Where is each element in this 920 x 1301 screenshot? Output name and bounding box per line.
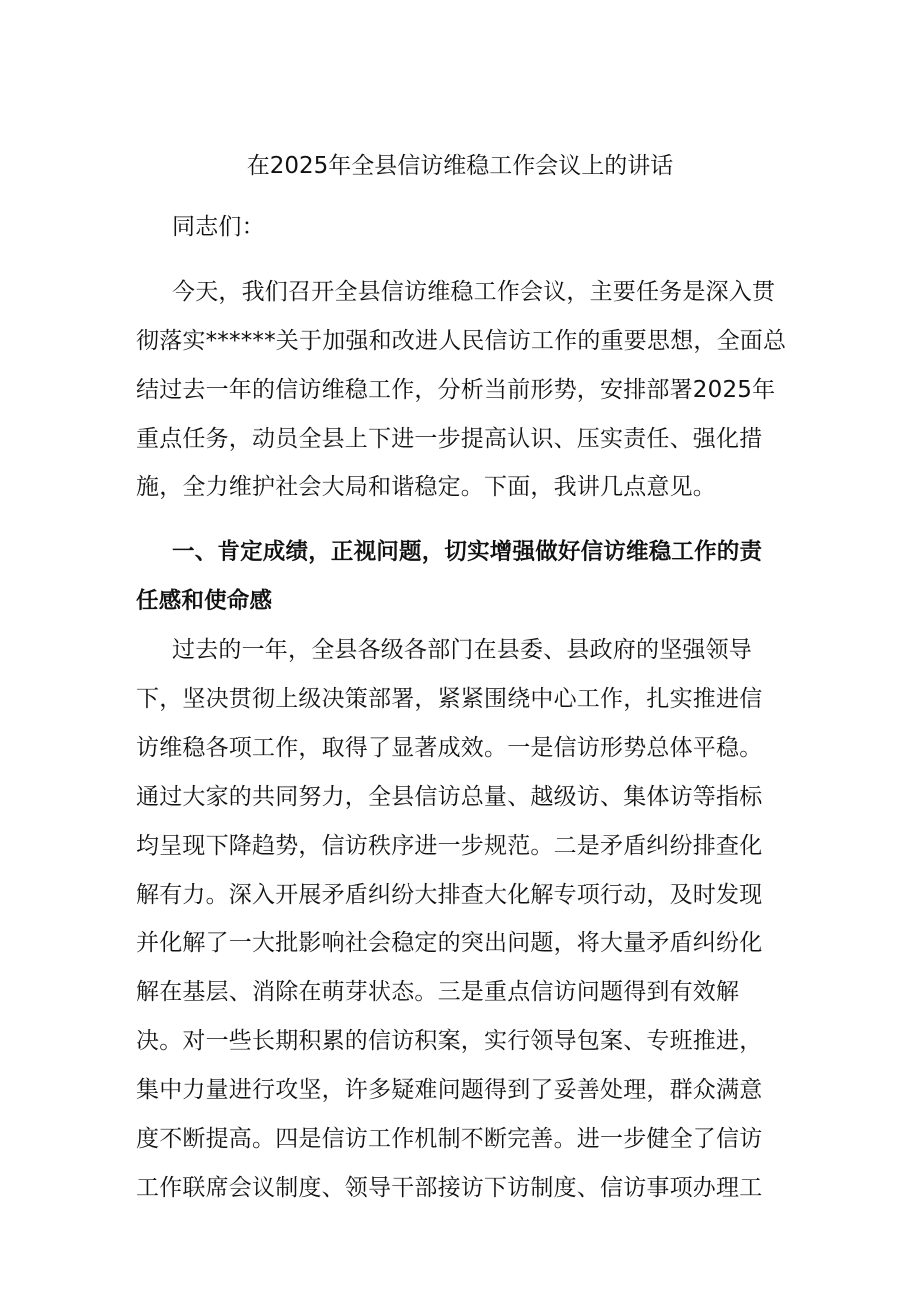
paragraph-line: 施，全力维护社会大局和谐稳定。下面，我讲几点意见。 (136, 474, 716, 501)
paragraph-line: 集中力量进行攻坚，许多疑难问题得到了妥善处理，群众满意 (136, 1077, 763, 1104)
paragraph-line: 访维稳各项工作，取得了显著成效。一是信访形势总体平稳。 (136, 734, 763, 761)
salutation: 同志们： (172, 214, 265, 240)
paragraph-line: 并化解了一大批影响社会稳定的突出问题，将大量矛盾纠纷化 (136, 930, 763, 957)
paragraph-line: 彻落实******关于加强和改进人民信访工作的重要思想，全面总 (136, 327, 787, 354)
paragraph-line: 结过去一年的信访维稳工作，分析当前形势，安排部署2025年 (136, 376, 776, 403)
paragraph-line: 决。对一些长期积累的信访积案，实行领导包案、专班推进， (136, 1028, 763, 1055)
heading-line: 一、肯定成绩，正视问题，切实增强做好信访维稳工作的责 (172, 539, 763, 566)
paragraph-line: 今天，我们召开全县信访维稳工作会议，主要任务是深入贯 (172, 278, 776, 305)
paragraph-line: 过去的一年，全县各级各部门在县委、县政府的坚强领导 (172, 637, 752, 664)
paragraph-line: 解在基层、消除在萌芽状态。三是重点信访问题得到有效解 (136, 979, 740, 1006)
intro-paragraph (136, 268, 786, 512)
section-paragraph (136, 626, 786, 1213)
paragraph-line: 重点任务，动员全县上下进一步提高认识、压实责任、强化措 (136, 425, 763, 452)
paragraph-line: 度不断提高。四是信访工作机制不断完善。进一步健全了信访 (136, 1126, 763, 1153)
document-title: 在2025年全县信访维稳工作会议上的讲话 (246, 153, 674, 179)
heading-line: 任感和使命感 (136, 588, 273, 615)
section-heading (136, 528, 786, 626)
document-body (136, 203, 786, 1213)
paragraph-line: 下，坚决贯彻上级决策部署，紧紧围绕中心工作，扎实推进信 (136, 686, 763, 713)
paragraph-line: 通过大家的共同努力，全县信访总量、越级访、集体访等指标 (136, 783, 763, 810)
paragraph-line: 解有力。深入开展矛盾纠纷大排查大化解专项行动，及时发现 (136, 881, 763, 908)
paragraph-line: 工作联席会议制度、领导干部接访下访制度、信访事项办理工 (136, 1174, 763, 1201)
paragraph-line: 均呈现下降趋势，信访秩序进一步规范。二是矛盾纠纷排查化 (136, 832, 763, 859)
